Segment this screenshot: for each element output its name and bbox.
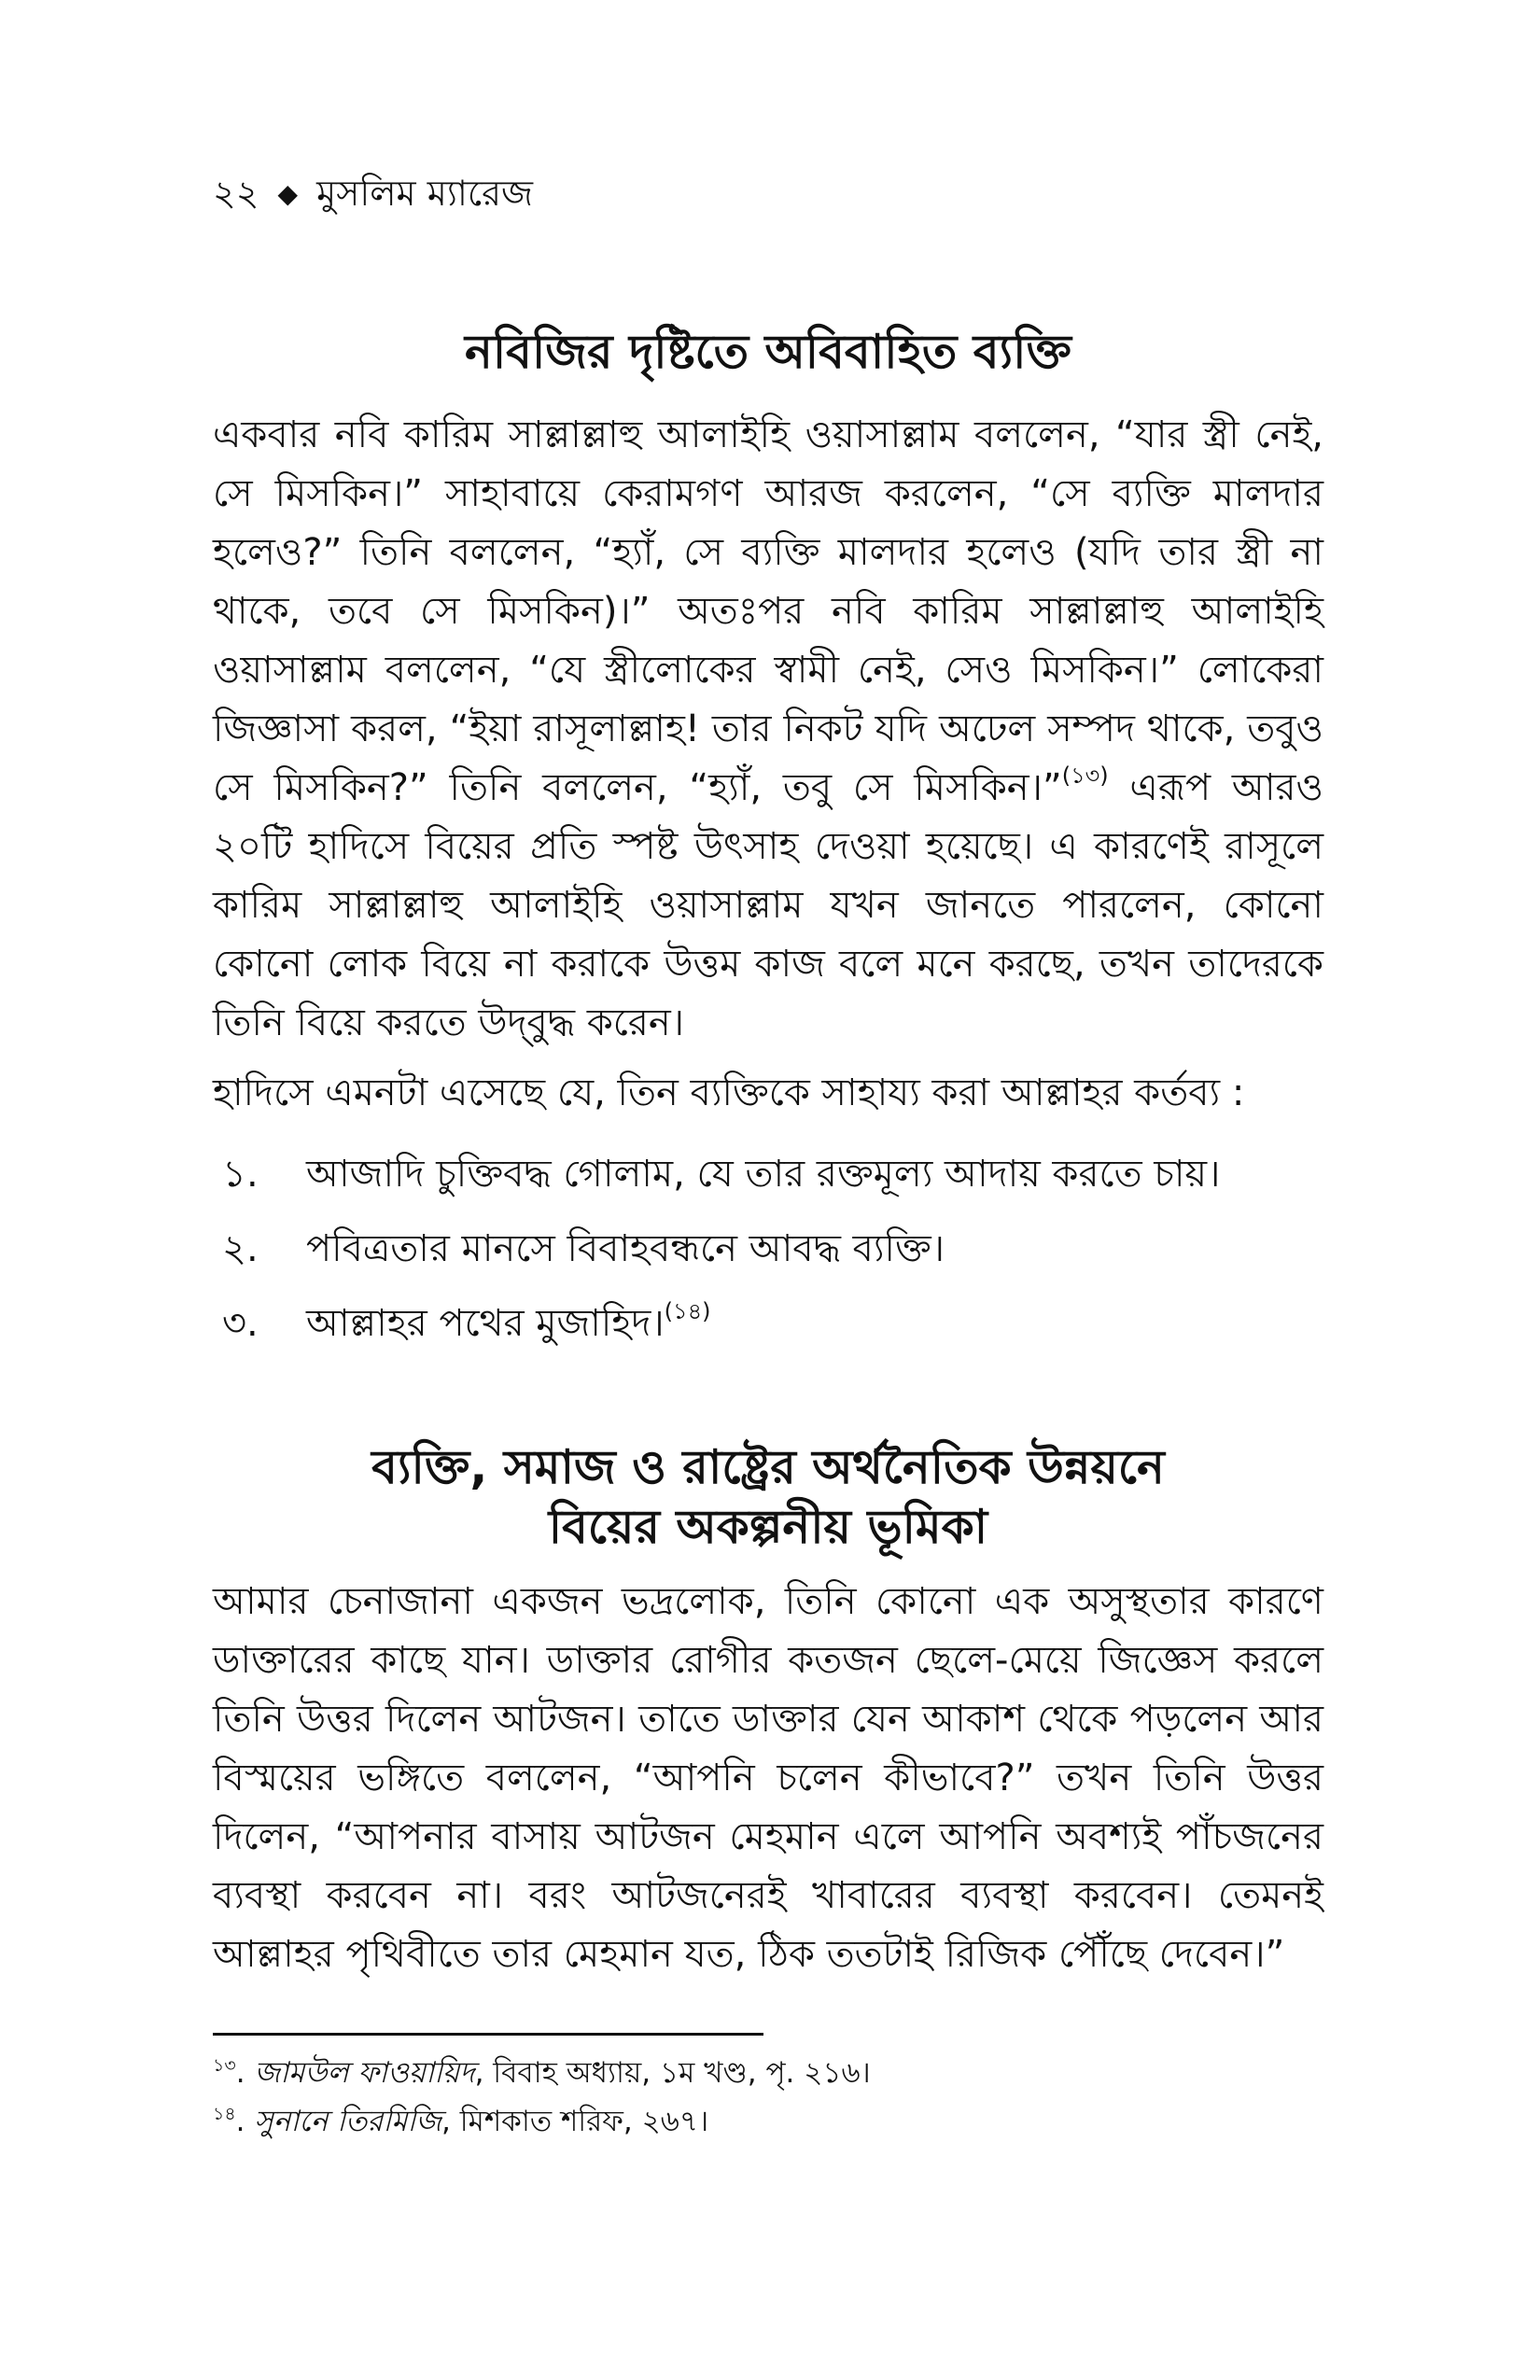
footnote-text: , মিশকাত শরিফ, ২৬৭।	[441, 2105, 709, 2138]
list-item-text: আল্লাহর পথের মুজাহিদ।	[306, 1302, 665, 1345]
duties-list	[213, 1137, 1323, 1361]
book-title: মুসলিম ম্যারেজ	[316, 173, 534, 214]
footnote-number: ১৪	[213, 2104, 236, 2124]
footnote-ref-14: (১৪)	[664, 1298, 711, 1324]
list-item-text: পবিত্রতার মানসে বিবাহবন্ধনে আবদ্ধ ব্যক্তি।	[306, 1227, 945, 1270]
section-heading-economic	[213, 1437, 1323, 1557]
list-item	[213, 1211, 1323, 1286]
footnote-source: সুনানে তিরমিজি	[254, 2105, 442, 2138]
footnote-text: , বিবাহ অধ্যায়, ১ম খণ্ড, পৃ. ২১৬।	[474, 2056, 871, 2090]
list-item-number: ১.	[222, 1153, 259, 1196]
footnote-source: জামউল ফাওয়ায়িদ	[254, 2056, 475, 2090]
section2-paragraph: আমার চেনাজানা একজন ভদ্রলোক, তিনি কোনো এক অসুস্থতার কারণে ডাক্তারের কাছে যান। ডাক্তার রোগীর কতজন ছেলে-মেয়ে জিজ্ঞেস করলে তিনি উত্তর দিলেন আটজন। তাতে ডাক্তার যেন আকাশ থেকে পড়লেন আর বিস্ময়ের ভঙ্গিতে বললেন, “আপনি চলেন কীভাবে?” তখন তিনি উত্তর দিলেন, “আপনার বাসায় আটজন মেহমান এলে আপনি অবশ্যই পাঁচজনের ব্যবস্থা করবেন না। বরং আটজনেরই খাবারের ব্যবস্থা করবেন। তেমনই আল্লাহর পৃথিবীতে তার মেহমান যত, ঠিক ততটাই রিজিক পৌঁছে দেবেন।”	[213, 1580, 1323, 1976]
diamond-separator-icon: ◆	[277, 178, 299, 209]
footnote-13: $^{১৩}$. জামউল ফাওয়ায়িদ, বিবাহ অধ্যায়, ১ম খণ্ড, পৃ. ২১৬।	[213, 2055, 871, 2090]
list-item	[213, 1137, 1323, 1211]
footnote-number: ১৩	[213, 2055, 236, 2076]
list-item-text: আজাদি চুক্তিবদ্ধ গোলাম, যে তার রক্তমূল্য আদায় করতে চায়।	[306, 1153, 1221, 1196]
paragraph-text: একবার নবি কারিম সাল্লাল্লাহু আলাইহি ওয়াসাল্লাম বললেন, “যার স্ত্রী নেই, সে মিসকিন।” সাহাবায়ে কেরামগণ আরজ করলেন, “সে ব্যক্তি মালদার হলেও?” তিনি বললেন, “হ্যাঁ, সে ব্যক্তি মালদার হলেও (যদি তার স্ত্রী না থাকে, তবে সে মিসকিন)।” অতঃপর নবি কারিম সাল্লাল্লাহু আলাইহি ওয়াসাল্লাম বললেন, “যে স্ত্রীলোকের স্বামী নেই, সেও মিসকিন।” লোকেরা জিজ্ঞাসা করল, “ইয়া রাসূলাল্লাহ! তার নিকট যদি অঢেল সম্পদ থাকে, তবুও সে মিসকিন?” তিনি বললেন, “হ্যাঁ, তবু সে মিসকিন।”	[213, 413, 1323, 809]
heading-line-2: বিয়ের অকল্পনীয় ভূমিকা	[548, 1500, 988, 1554]
paragraph-text-cont: এরূপ আরও ২০টি হাদিসে বিয়ের প্রতি স্পষ্ট উৎসাহ দেওয়া হয়েছে। এ কারণেই রাসূলে কারিম সাল্লাল্লাহু আলাইহি ওয়াসাল্লাম যখন জানতে পারলেন, কোনো কোনো লোক বিয়ে না করাকে উত্তম কাজ বলে মনে করছে, তখন তাদেরকে তিনি বিয়ে করতে উদ্‌বুদ্ধ করেন।	[213, 766, 1323, 1044]
footnote-divider	[213, 2033, 763, 2036]
list-item-number: ২.	[222, 1227, 259, 1270]
heading-line-1: ব্যক্তি, সমাজ ও রাষ্ট্রের অর্থনৈতিক উন্নয়নে	[371, 1440, 1165, 1494]
section1-paragraph	[213, 406, 1323, 1053]
section-heading-unmarried: নবিজির দৃষ্টিতে অবিবাহিত ব্যক্তি	[465, 325, 1071, 379]
list-item	[213, 1286, 1323, 1361]
section1-paragraph-2: হাদিসে এমনটা এসেছে যে, তিন ব্যক্তিকে সাহায্য করা আল্লাহর কর্তব্য :	[213, 1071, 1245, 1114]
footnotes	[213, 2049, 1323, 2146]
footnote-14: $^{১৪}$. সুনানে তিরমিজি, মিশকাত শরিফ, ২৬৭।	[213, 2104, 709, 2138]
running-head	[213, 166, 533, 226]
footnote-ref-13: (১৩)	[1061, 763, 1109, 789]
page-number: ২২	[213, 173, 259, 214]
list-item-number: ৩.	[222, 1302, 259, 1345]
